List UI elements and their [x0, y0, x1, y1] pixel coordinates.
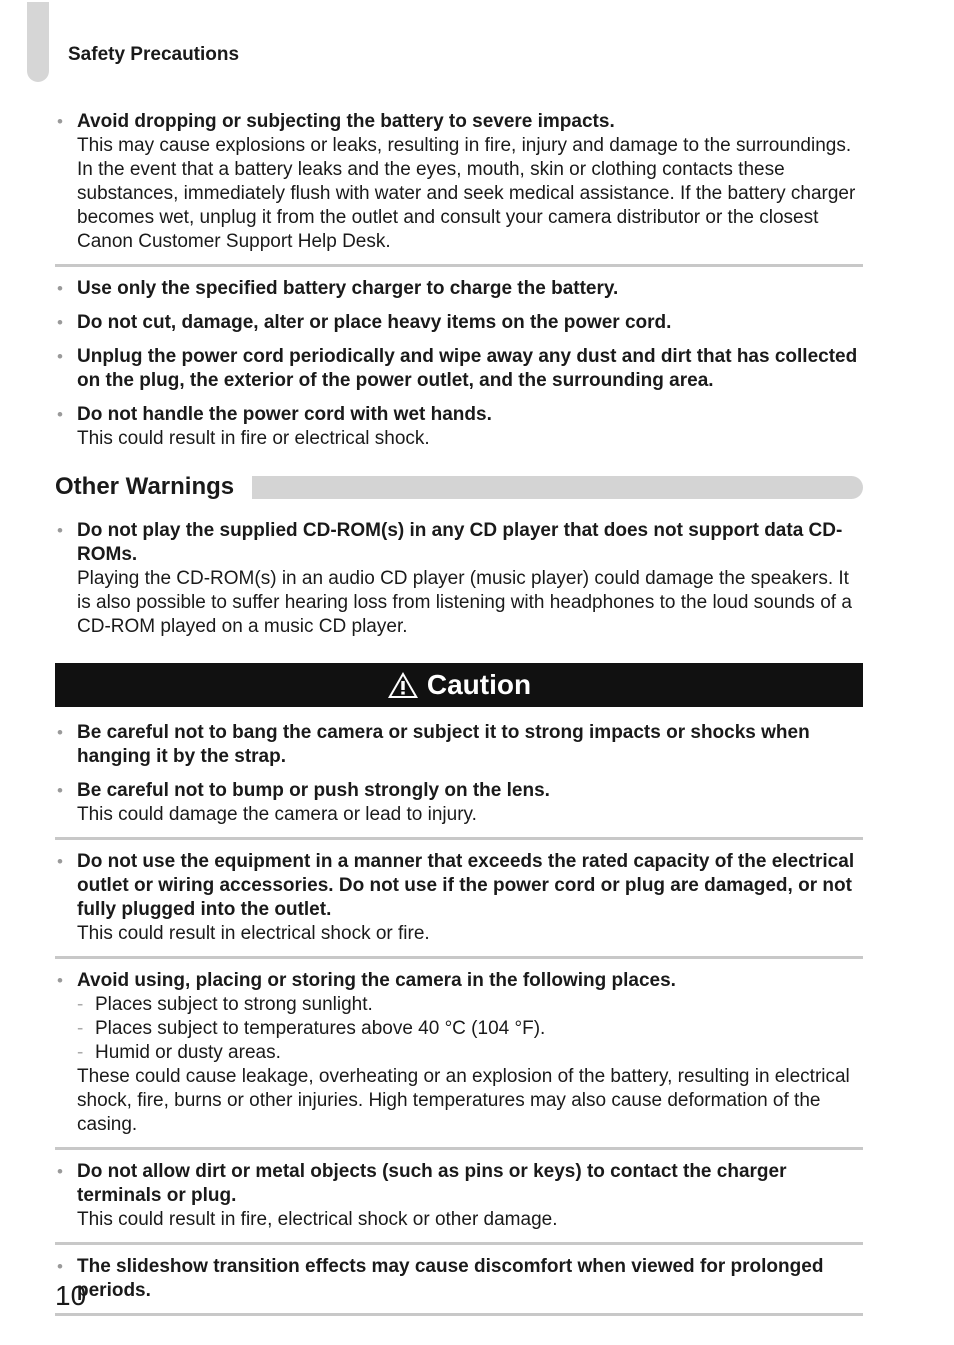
item-text: These could cause leakage, overheating or an explosion of the battery, resulting in electrical shock, fire, burns or other injuries. High temperatures may also cause deformation of the casing.	[77, 1066, 850, 1135]
list-item	[55, 721, 863, 769]
item-heading: Do not allow dirt or metal objects (such as pins or keys) to contact the charger terminals or plug.	[77, 1161, 787, 1206]
item-heading: The slideshow transition effects may cause discomfort when viewed for prolonged periods.	[77, 1256, 824, 1301]
bullet: •	[57, 1162, 63, 1181]
divider	[55, 956, 863, 959]
warning-triangle-icon	[387, 671, 419, 699]
list-item	[55, 110, 863, 254]
item-text: Playing the CD-ROM(s) in an audio CD player (music player) could damage the speakers. It is also possible to suffer hearing loss from listening with headphones to the loud sounds of a CD-ROM played on a music CD player.	[77, 568, 852, 637]
bullet: •	[57, 347, 63, 366]
list-item	[55, 850, 863, 946]
item-text: This could result in fire or electrical shock.	[77, 428, 430, 449]
sub-list-item	[77, 1041, 863, 1065]
section-heading-other-warnings	[55, 473, 863, 501]
page-header-title: Safety Precautions	[68, 44, 240, 65]
item-heading: Use only the specified battery charger to charge the battery.	[77, 278, 619, 299]
item-heading: Do not use the equipment in a manner that exceeds the rated capacity of the electrical outlet or wiring accessories. Do not use if the power cord or plug are damaged, or not fully plugged into the outlet.	[77, 851, 855, 920]
sub-list-item	[77, 993, 863, 1017]
item-text: This could result in fire, electrical shock or other damage.	[77, 1209, 558, 1230]
bullet: •	[57, 852, 63, 871]
page-number: 10	[55, 1280, 87, 1311]
sub-item-text: Places subject to strong sunlight.	[95, 994, 373, 1015]
sub-item-text: Places subject to temperatures above 40 °C (104 °F).	[95, 1018, 546, 1039]
item-heading: Unplug the power cord periodically and wipe away any dust and dirt that has collected on the plug, the exterior of the power outlet, and the surrounding area.	[77, 346, 858, 391]
bullet: •	[57, 723, 63, 742]
bullet: •	[57, 521, 63, 540]
sub-item-text: Humid or dusty areas.	[95, 1042, 281, 1063]
dash: -	[77, 1018, 84, 1039]
bullet: •	[57, 112, 63, 131]
divider	[55, 1147, 863, 1150]
bullet: •	[57, 971, 63, 990]
section-heading-bar	[252, 476, 863, 499]
content	[55, 110, 863, 1326]
sub-list-item	[77, 1017, 863, 1041]
list-item	[55, 519, 863, 639]
list-item	[55, 1255, 863, 1303]
divider	[55, 1242, 863, 1245]
side-tab	[27, 2, 49, 82]
section-title: Other Warnings	[55, 473, 235, 500]
list-item	[55, 277, 863, 301]
divider	[55, 1313, 863, 1316]
item-heading: Be careful not to bang the camera or subject it to strong impacts or shocks when hanging it by the strap.	[77, 722, 810, 767]
list-item	[55, 969, 863, 1137]
item-text: This could damage the camera or lead to injury.	[77, 804, 477, 825]
divider	[55, 264, 863, 267]
item-heading: Be careful not to bump or push strongly on the lens.	[77, 780, 550, 801]
bullet: •	[57, 313, 63, 332]
item-text: This may cause explosions or leaks, resulting in fire, injury and damage to the surroundings. In the event that a battery leaks and the eyes, mouth, skin or clothing contacts these substances, immediately flush with water and seek medical assistance. If the battery charger becomes wet, unplug it from the outlet and consult your camera distributor or the closest Canon Customer Support Help Desk.	[77, 135, 856, 252]
list-item	[55, 1160, 863, 1232]
list-item	[55, 345, 863, 393]
bullet: •	[57, 279, 63, 298]
caution-banner	[55, 663, 863, 707]
dash: -	[77, 994, 84, 1015]
caution-title: Caution	[426, 669, 532, 700]
list-item	[55, 403, 863, 451]
item-heading: Avoid dropping or subjecting the battery to severe impacts.	[77, 111, 615, 132]
item-heading: Do not handle the power cord with wet hands.	[77, 404, 492, 425]
bullet: •	[57, 781, 63, 800]
divider	[55, 837, 863, 840]
dash: -	[77, 1042, 84, 1063]
item-text: This could result in electrical shock or fire.	[77, 923, 430, 944]
item-heading: Do not play the supplied CD-ROM(s) in any CD player that does not support data CD-ROMs.	[77, 520, 843, 565]
item-heading: Do not cut, damage, alter or place heavy items on the power cord.	[77, 312, 672, 333]
list-item	[55, 311, 863, 335]
bullet: •	[57, 1257, 63, 1276]
list-item	[55, 779, 863, 827]
bullet: •	[57, 405, 63, 424]
item-heading: Avoid using, placing or storing the camera in the following places.	[77, 970, 676, 991]
